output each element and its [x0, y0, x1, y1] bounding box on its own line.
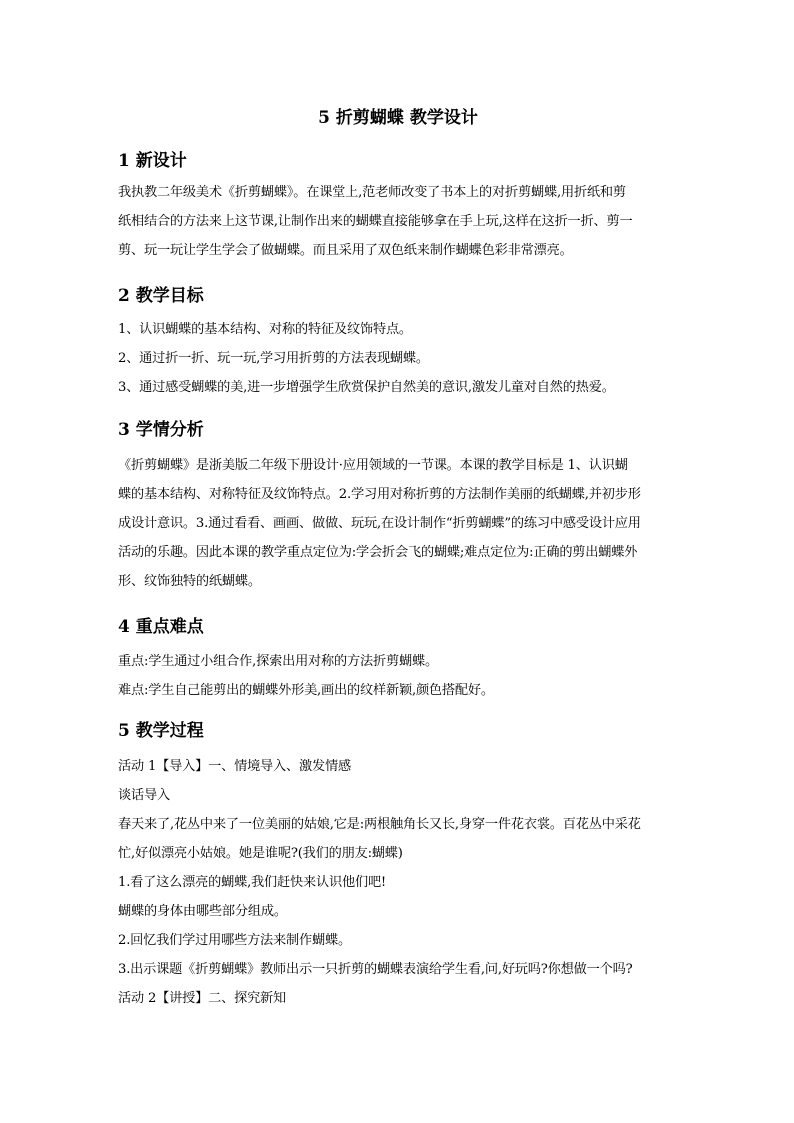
section-body-key-points	[118, 647, 678, 705]
paragraph-line: 活动 1【导入】一、情境导入、激发情感	[118, 759, 351, 774]
paragraph-line: 剪、玩一玩让学生学会了做蝴蝶。而且采用了双色纸来制作蝴蝶色彩非常漂亮。	[118, 243, 573, 258]
list-item: 3、通过感受蝴蝶的美,进一步增强学生欣赏保护自然美的意识,激发儿童对自然的热爱。	[118, 380, 615, 395]
paragraph-line: 活动 2【讲授】二、探究新知	[118, 991, 287, 1006]
section-body-new-design	[118, 178, 678, 265]
section-heading-key-points: 4 重点难点	[118, 617, 204, 637]
section-heading-student-analysis: 3 学情分析	[118, 420, 204, 440]
paragraph-line: 忙,好似漂亮小姑娘。她是谁呢?(我们的朋友:蝴蝶)	[118, 846, 403, 861]
paragraph-line: 3.出示课题《折剪蝴蝶》教师出示一只折剪的蝴蝶表演给学生看,问,好玩吗?你想做一个吗?	[118, 962, 633, 977]
paragraph-line: 成设计意识。3.通过看看、画画、做做、玩玩,在设计制作“折剪蝴蝶”的练习中感受设计应用	[118, 516, 641, 531]
paragraph-line: 春天来了,花丛中来了一位美丽的姑娘,它是:两根触角长又长,身穿一件花衣裳。百花丛中采花	[118, 817, 641, 832]
paragraph-line: 谈话导入	[118, 788, 170, 803]
paragraph-line: 难点:学生自己能剪出的蝴蝶外形美,画出的纹样新颖,颜色搭配好。	[118, 683, 494, 698]
document-title: 5 折剪蝴蝶 教学设计	[318, 108, 478, 128]
paragraph-line: 蝴蝶的身体由哪些部分组成。	[118, 904, 287, 919]
paragraph-line: 1.看了这么漂亮的蝴蝶,我们赶快来认识他们吧!	[118, 875, 387, 890]
paragraph-line: 纸相结合的方法来上这节课,让制作出来的蝴蝶直接能够拿在手上玩,这样在这折一折、剪一	[118, 214, 633, 229]
paragraph-line: 我执教二年级美术《折剪蝴蝶》。在课堂上,范老师改变了书本上的对折剪蝴蝶,用折纸和剪	[118, 185, 626, 200]
section-body-teaching-process	[118, 752, 678, 1013]
list-item: 1、认识蝴蝶的基本结构、对称的特征及纹饰特点。	[118, 322, 412, 337]
paragraph-line: 活动的乐趣。因此本课的教学重点定位为:学会折会飞的蝴蝶;难点定位为:正确的剪出蝴蝶外	[118, 545, 638, 560]
paragraph-line: 《折剪蝴蝶》是浙美版二年级下册设计·应用领域的一节课。本课的教学目标是 1、认识蝴	[118, 458, 628, 473]
paragraph-line: 蝶的基本结构、对称特征及纹饰特点。2.学习用对称折剪的方法制作美丽的纸蝴蝶,并初步形	[118, 487, 641, 502]
list-item: 2、通过折一折、玩一玩,学习用折剪的方法表现蝴蝶。	[118, 351, 429, 366]
paragraph-line: 形、纹饰独特的纸蝴蝶。	[118, 574, 261, 589]
section-body-teaching-goals	[118, 315, 678, 402]
section-body-student-analysis	[118, 451, 678, 596]
paragraph-line: 2.回忆我们学过用哪些方法来制作蝴蝶。	[118, 933, 351, 948]
section-heading-new-design: 1 新设计	[118, 151, 187, 171]
section-heading-teaching-goals: 2 教学目标	[118, 286, 204, 306]
section-heading-teaching-process: 5 教学过程	[118, 721, 204, 741]
paragraph-line: 重点:学生通过小组合作,探索出用对称的方法折剪蝴蝶。	[118, 654, 438, 669]
